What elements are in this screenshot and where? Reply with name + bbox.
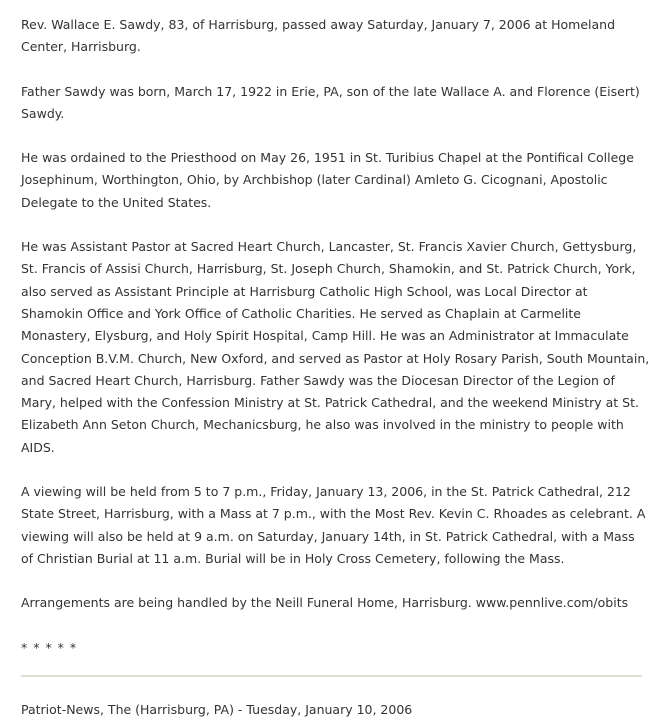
separator-stars: * * * * * — [21, 639, 78, 655]
paragraph-arrangements: Arrangements are being handled by the Neill Funeral Home, Harrisburg. www.pennlive.com/obits — [21, 595, 629, 611]
paragraph-ordination: He was ordained to the Priesthood on May 26, 1951 in St. Turibius Chapel at the Pontifical College Josephinum, Worthington, Ohio, by Archbishop (later Cardinal) Amleto G. Cicognani, Apostolic Delegate to the United States. — [21, 150, 634, 210]
divider-line — [21, 675, 642, 677]
source-citation: Patriot-News, The (Harrisburg, PA) - Tuesday, January 10, 2006 — [21, 701, 413, 717]
paragraph-birth: Father Sawdy was born, March 17, 1922 in Erie, PA, son of the late Wallace A. and Florence (Eisert) Sawdy. — [21, 83, 640, 121]
paragraph-services: A viewing will be held from 5 to 7 p.m., Friday, January 13, 2006, in the St. Patrick Cathedral, 212 State Street, Harrisburg, with a Mass at 7 p.m., with the Most Rev. Kevin C. Rhoades as celebrant. A viewing will also be held at 9 a.m. on Saturday, January 14th, in St. Patrick Cathedral, with a Mass of Christian Burial at 11 a.m. Burial will be in Holy Cross Cemetery, following the Mass. — [21, 484, 646, 566]
paragraph-career: He was Assistant Pastor at Sacred Heart Church, Lancaster, St. Francis Xavier Church, Gettysburg, St. Francis of Assisi Church, Harrisburg, St. Joseph Church, Shamokin, and St. Patrick Church, York, also served as Assistant Principle at Harrisburg Catholic High School, was Local Director at Shamokin Office and York Office of Catholic Charities. He served as Chaplain at Carmelite Monastery, Elysburg, and Holy Spirit Hospital, Camp Hill. He was an Administrator at Immaculate Conception B.V.M. Church, New Oxford, and served as Pastor at Holy Rosary Parish, South Mountain, and Sacred Heart Church, Harrisburg. Father Sawdy was the Diocesan Director of the Legion of Mary, helped with the Confession Ministry at St. Patrick Cathedral, and the weekend Ministry at St. Elizabeth Ann Seton Church, Mechanicsburg, he also was involved in the ministry to people with AIDS. — [21, 239, 650, 455]
paragraph-death-notice: Rev. Wallace E. Sawdy, 83, of Harrisburg, passed away Saturday, January 7, 2006 at Homeland Center, Harrisburg. — [21, 17, 616, 55]
